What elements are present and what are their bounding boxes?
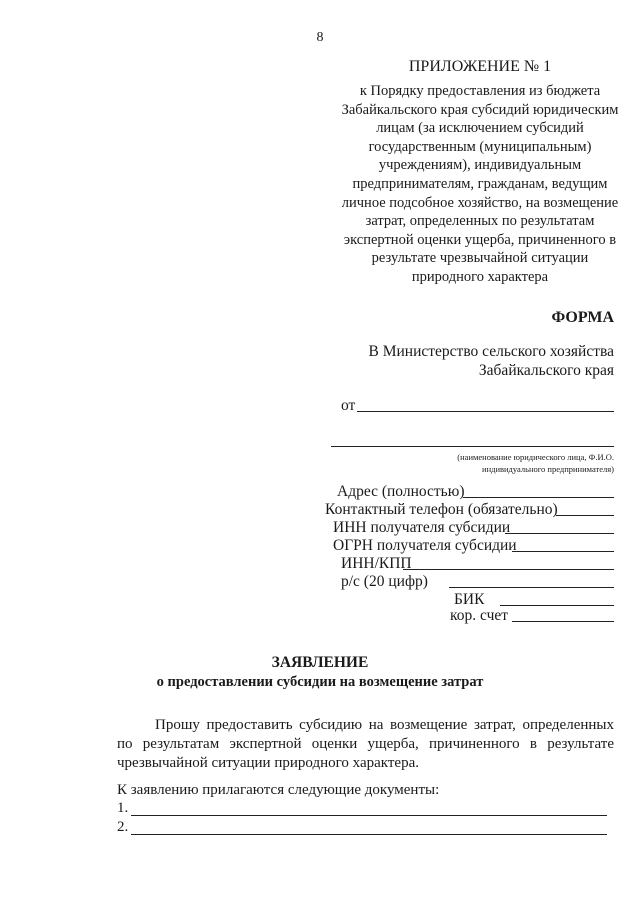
page-number: 8 bbox=[316, 30, 324, 45]
phone-label: Контактный телефон (обязательно) bbox=[325, 501, 558, 518]
appendix-title: ПРИЛОЖЕНИЕ № 1 bbox=[408, 58, 552, 75]
inn-label: ИНН получателя субсидии bbox=[333, 519, 511, 536]
from-label: от bbox=[341, 397, 356, 414]
inn-kpp-input-line[interactable] bbox=[403, 569, 614, 570]
inn-input-line[interactable] bbox=[505, 533, 614, 534]
attachment-item-2-number: 2. bbox=[117, 819, 129, 835]
statement-title: ЗАЯВЛЕНИЕ bbox=[271, 654, 369, 671]
from-caption-line-2: индивидуального предпринимателя) bbox=[482, 464, 614, 474]
statement-body: Прошу предоставить субсидию на возмещение затрат, определенных по результатам экспертной оценки ущерба, причиненного в результате чрезвычайной ситуации природного характера. bbox=[117, 717, 614, 771]
address-input-line[interactable] bbox=[463, 497, 614, 498]
phone-input-line[interactable] bbox=[556, 515, 614, 516]
ogrn-input-line[interactable] bbox=[512, 551, 614, 552]
account-input-line[interactable] bbox=[449, 587, 614, 588]
from-input-line-2[interactable] bbox=[331, 446, 614, 447]
from-input-line[interactable] bbox=[357, 411, 614, 412]
recipient-block bbox=[369, 342, 614, 380]
account-label: р/с (20 цифр) bbox=[341, 573, 428, 590]
statement-subtitle: о предоставлении субсидии на возмещение затрат bbox=[156, 674, 484, 690]
corr-account-input-line[interactable] bbox=[512, 621, 614, 622]
corr-account-label: кор. счет bbox=[450, 607, 509, 624]
bik-label: БИК bbox=[454, 591, 485, 608]
recipient-line-1: В Министерство сельского хозяйства bbox=[368, 343, 614, 360]
inn-kpp-label: ИНН/КПП bbox=[341, 555, 412, 572]
form-label: ФОРМА bbox=[551, 309, 614, 326]
appendix-description: к Порядку предоставления из бюджета Забайкальского края субсидий юридическим лицам (за исключением субсидий государственным (муниципальным) учреждениям), индивидуальным предпринимателям, гражданам, ведущим личное подсобное хозяйство, на возмещение затрат, определенных по результатам экспертной оценки ущерба, причиненного в результате чрезвычайной ситуации природного характера bbox=[341, 83, 619, 285]
attachment-item-1-line[interactable] bbox=[131, 815, 607, 816]
attachment-item-1-number: 1. bbox=[117, 800, 129, 816]
address-label: Адрес (полностью) bbox=[337, 483, 465, 500]
attachments-intro: К заявлению прилагаются следующие документы: bbox=[117, 782, 440, 798]
from-caption bbox=[457, 451, 614, 475]
attachment-item-2-line[interactable] bbox=[131, 834, 607, 835]
recipient-line-2: Забайкальского края bbox=[478, 362, 614, 379]
from-caption-line-1: (наименование юридического лица, Ф.И.О. bbox=[457, 452, 614, 462]
ogrn-label: ОГРН получателя субсидии bbox=[333, 537, 517, 554]
bik-input-line[interactable] bbox=[500, 605, 614, 606]
